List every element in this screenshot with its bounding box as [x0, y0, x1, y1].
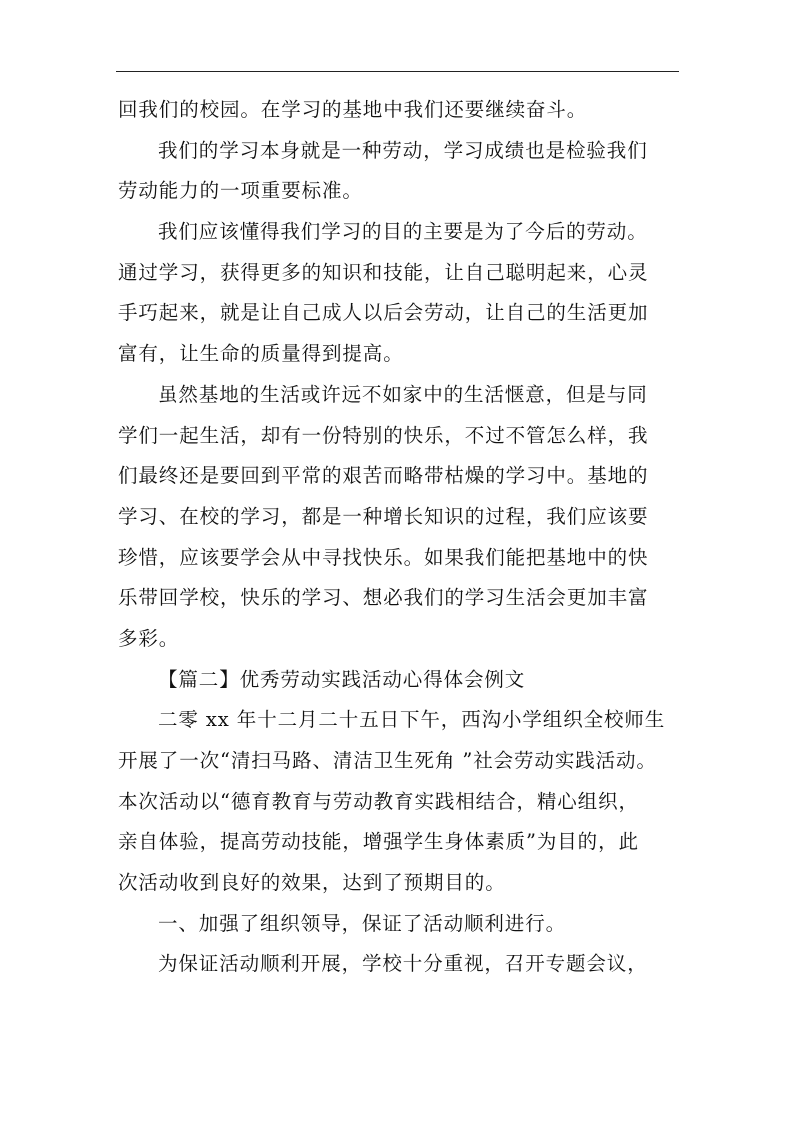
paragraph-start-line: 我们的学习本身就是一种劳动，学习成绩也是检验我们	[158, 138, 648, 162]
text-line: 富有，让生命的质量得到提高。	[118, 342, 404, 366]
paragraph-start-line: 我们应该懂得我们学习的目的主要是为了今后的劳动。	[158, 220, 648, 244]
text-line: 乐带回学校，快乐的学习、想必我们的学习生活会更加丰富	[118, 586, 649, 610]
text-line: 本次活动以“德育教育与劳动教育实践相结合，精心组织，	[118, 789, 639, 813]
text-line: 亲自体验，提高劳动技能，增强学生身体素质”为目的，此	[118, 830, 639, 854]
paragraph-start-line: 虽然基地的生活或许远不如家中的生活惬意，但是与同	[158, 382, 648, 406]
paragraph-start-line: 二零 xx 年十二月二十五日下午，西沟小学组织全校师生	[158, 708, 666, 732]
text-line: 学习、在校的学习，都是一种增长知识的过程，我们应该要	[118, 504, 649, 528]
subsection-heading: 一、加强了组织领导，保证了活动顺利进行。	[158, 911, 567, 935]
section-heading: 【篇二】优秀劳动实践活动心得体会例文	[158, 667, 526, 691]
text-line: 劳动能力的一项重要标准。	[118, 179, 363, 203]
text-line: 学们一起生活，却有一份特别的快乐，不过不管怎么样，我	[118, 423, 649, 447]
text-line: 们最终还是要回到平常的艰苦而略带枯燥的学习中。基地的	[118, 464, 649, 488]
text-line: 回我们的校园。在学习的基地中我们还要继续奋斗。	[118, 98, 588, 121]
header-rule	[116, 71, 679, 72]
text-line: 开展了一次“清扫马路、清洁卫生死角 ”社会劳动实践活动。	[118, 749, 657, 772]
text-line: 手巧起来，就是让自己成人以后会劳动，让自己的生活更加	[118, 301, 649, 325]
paragraph-start-line: 为保证活动顺利开展，学校十分重视，召开专题会议，	[158, 952, 648, 976]
text-line: 珍惜，应该要学会从中寻找快乐。如果我们能把基地中的快	[118, 545, 649, 569]
document-body	[118, 90, 684, 985]
text-line: 多彩。	[118, 626, 180, 650]
text-line: 通过学习，获得更多的知识和技能，让自己聪明起来，心灵	[118, 260, 649, 284]
text-line: 次活动收到良好的效果，达到了预期目的。	[118, 871, 506, 895]
